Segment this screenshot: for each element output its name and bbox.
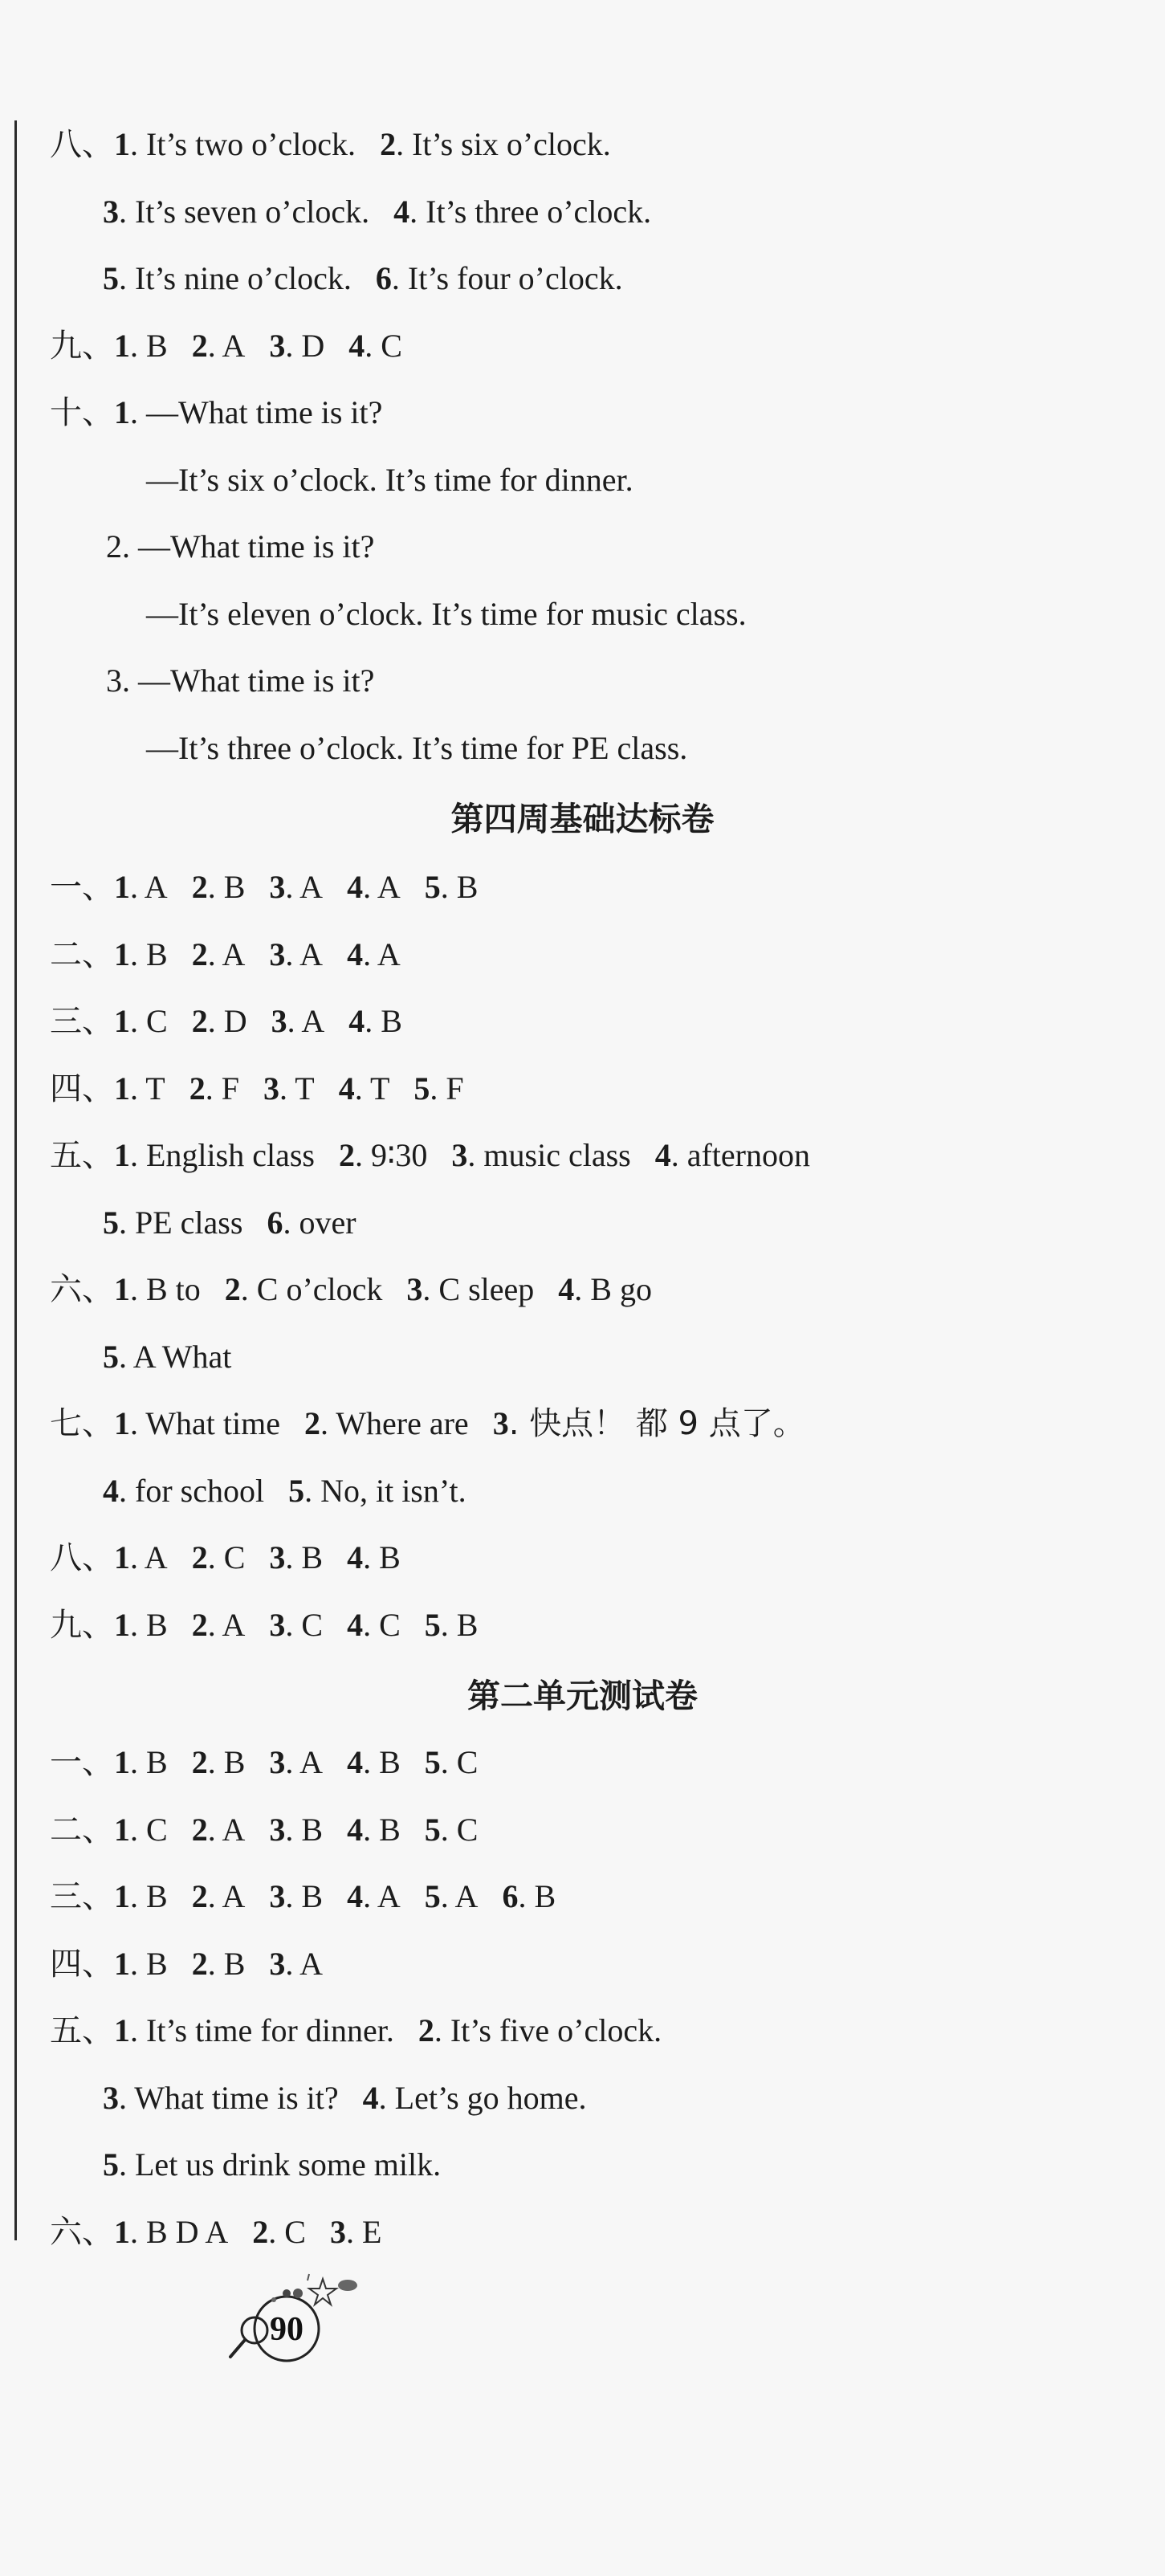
item-number: 2	[418, 2012, 434, 2048]
answer-text: —It’s three o’clock. It’s time for PE class.	[146, 729, 688, 766]
item-answer: . B	[363, 1811, 401, 1848]
item-number: 4	[348, 327, 365, 364]
answer-line	[50, 1738, 478, 1787]
answer-line	[50, 863, 478, 911]
item-answer: . Let us drink some milk.	[119, 2146, 442, 2183]
item-number: 6	[375, 260, 392, 296]
item-number: 2	[338, 1137, 355, 1173]
item-answer: . B	[207, 869, 246, 905]
item-number: 3	[271, 1003, 287, 1039]
item-number: 5	[103, 1204, 119, 1241]
item-number: 1	[114, 1811, 130, 1848]
item-answer: . B	[285, 1539, 324, 1575]
item-answer: . What time is it?	[119, 2079, 339, 2116]
answer-line	[50, 1806, 478, 1854]
item-number: 3	[451, 1137, 468, 1173]
question-number: 八、	[50, 1539, 114, 1576]
answer-line	[50, 1065, 464, 1113]
item-answer: . C o’clock	[240, 1271, 383, 1307]
item-answer: . A	[285, 1945, 324, 1982]
item-answer: . A	[130, 1539, 168, 1575]
item-answer: . —What time is it?	[130, 394, 383, 430]
item-number: 4	[347, 1606, 364, 1643]
item-answer: . A	[363, 869, 401, 905]
item-answer: . It’s six o’clock.	[396, 126, 611, 162]
question-number: 二、	[50, 1811, 114, 1848]
item-number: 3	[269, 935, 286, 972]
item-answer: . A	[207, 327, 246, 364]
item-number: 4	[654, 1137, 671, 1173]
item-answer: . B	[207, 1744, 246, 1780]
item-answer: . A	[285, 935, 324, 972]
item-answer: . A	[287, 1003, 325, 1039]
item-answer: . A	[440, 1878, 479, 1914]
item-number: 3	[269, 1945, 286, 1982]
answer-line	[103, 2141, 441, 2189]
item-number: 3	[269, 327, 286, 364]
item-answer: . B	[440, 1606, 479, 1643]
item-number: 5	[103, 260, 119, 296]
item-number: 3	[329, 2213, 346, 2250]
item-number: 5	[413, 1070, 430, 1107]
page-number-badge	[213, 2264, 357, 2369]
item-answer: . B	[130, 1606, 168, 1643]
item-number: 1	[114, 1405, 130, 1441]
item-answer: . B to	[130, 1271, 201, 1307]
item-number: 1	[114, 1878, 130, 1914]
answer-line	[50, 1873, 556, 1921]
answer-line	[50, 997, 402, 1045]
item-number: 2	[191, 1945, 208, 1982]
item-number: 3	[269, 869, 286, 905]
item-answer: . F	[205, 1070, 239, 1107]
item-number: 5	[424, 1878, 441, 1914]
question-number: 一、	[50, 869, 114, 906]
answer-text: —It’s eleven o’clock. It’s time for music class.	[146, 595, 747, 632]
answer-text: 3. —What time is it?	[106, 662, 375, 699]
item-number: 2	[224, 1271, 241, 1307]
item-number: 2	[191, 1606, 208, 1643]
item-number: 2	[380, 126, 397, 162]
item-answer: . B	[130, 1878, 168, 1914]
question-number: 六、	[50, 2213, 114, 2251]
item-answer: . 快点！ 都 9 点了。	[508, 1405, 805, 1442]
item-number: 3	[269, 1606, 286, 1643]
item-number: 4	[347, 869, 364, 905]
answer-line	[50, 2007, 662, 2055]
item-answer: . B	[518, 1878, 556, 1914]
answer-line	[50, 1601, 478, 1649]
answer-text: 2. —What time is it?	[106, 528, 375, 565]
answer-line	[50, 1266, 652, 1314]
item-answer: . A	[207, 1606, 246, 1643]
item-answer: . afternoon	[670, 1137, 810, 1173]
item-number: 4	[347, 1878, 364, 1914]
item-number: 3	[269, 1811, 286, 1848]
item-number: 1	[114, 1945, 130, 1982]
item-number: 5	[424, 1744, 441, 1780]
page-number: 90	[270, 2311, 303, 2348]
item-answer: . D	[285, 327, 325, 364]
item-answer: . B	[363, 1744, 401, 1780]
item-answer: . C	[365, 327, 402, 364]
section-title-week4: 第四周基础达标卷	[450, 800, 715, 838]
item-answer: . Where are	[320, 1405, 469, 1441]
answer-line	[50, 931, 401, 979]
item-number: 1	[114, 394, 130, 430]
item-number: 5	[424, 1606, 441, 1643]
answer-line	[50, 120, 611, 169]
question-number: 五、	[50, 1137, 114, 1174]
item-answer: . No, it isn’t.	[304, 1472, 466, 1509]
answer-line	[146, 456, 633, 504]
item-answer: . for school	[119, 1472, 265, 1509]
item-answer: . F	[430, 1070, 464, 1107]
item-answer: . C	[207, 1539, 246, 1575]
item-answer: . It’s three o’clock.	[409, 193, 652, 230]
item-number: 1	[114, 1539, 130, 1575]
item-answer: . E	[345, 2213, 382, 2250]
question-number: 九、	[50, 327, 114, 365]
item-answer: . B	[130, 1945, 168, 1982]
question-number: 三、	[50, 1003, 114, 1040]
item-number: 1	[114, 327, 130, 364]
item-number: 3	[269, 1539, 286, 1575]
item-answer: . C	[130, 1811, 168, 1848]
item-answer: . A	[363, 935, 401, 972]
item-answer: . B	[285, 1878, 324, 1914]
item-number: 2	[191, 935, 208, 972]
item-answer: . B go	[574, 1271, 652, 1307]
item-number: 4	[347, 935, 364, 972]
item-number: 5	[288, 1472, 305, 1509]
item-number: 4	[393, 193, 410, 230]
item-number: 2	[191, 1878, 208, 1914]
question-number: 四、	[50, 1945, 114, 1983]
item-number: 2	[304, 1405, 320, 1441]
item-answer: . T	[279, 1070, 315, 1107]
item-number: 1	[114, 126, 130, 162]
item-number: 2	[252, 2213, 269, 2250]
question-number: 二、	[50, 935, 114, 973]
answer-line	[50, 2208, 381, 2256]
item-number: 3	[269, 1878, 286, 1914]
item-answer: . B	[440, 869, 479, 905]
question-number: 九、	[50, 1606, 114, 1644]
item-number: 2	[191, 1003, 208, 1039]
answer-line	[103, 2074, 587, 2122]
item-answer: . A	[207, 935, 246, 972]
item-answer: . English class	[130, 1137, 315, 1173]
item-number: 2	[191, 1539, 208, 1575]
answer-line	[106, 523, 374, 571]
answer-line	[50, 1400, 805, 1448]
answer-line	[50, 1534, 401, 1582]
question-number: 四、	[50, 1070, 114, 1107]
item-number: 5	[103, 1338, 119, 1375]
item-answer: . C	[268, 2213, 306, 2250]
item-answer: . It’s five o’clock.	[434, 2012, 662, 2048]
item-number: 4	[338, 1070, 355, 1107]
item-answer: . B	[207, 1945, 246, 1982]
item-answer: . A	[285, 1744, 324, 1780]
item-answer: . T	[354, 1070, 390, 1107]
question-number: 十、	[50, 394, 114, 431]
item-number: 4	[103, 1472, 119, 1509]
item-answer: . B	[285, 1811, 324, 1848]
item-answer: . C	[285, 1606, 324, 1643]
item-number: 1	[114, 2012, 130, 2048]
item-answer: . It’s nine o’clock.	[119, 260, 352, 296]
question-number: 八、	[50, 126, 114, 163]
answer-line	[50, 322, 402, 370]
item-answer: . A	[207, 1811, 246, 1848]
item-number: 5	[103, 2146, 119, 2183]
item-answer: . C	[363, 1606, 401, 1643]
item-number: 6	[267, 1204, 283, 1241]
item-number: 4	[347, 1811, 364, 1848]
item-number: 3	[103, 2079, 119, 2116]
item-number: 6	[502, 1878, 519, 1914]
answer-line	[106, 657, 374, 705]
item-number: 4	[362, 2079, 379, 2116]
item-answer: . C	[130, 1003, 168, 1039]
item-number: 3	[492, 1405, 509, 1441]
item-answer: . over	[283, 1204, 356, 1241]
answer-line	[103, 255, 623, 303]
question-number: 五、	[50, 2012, 114, 2049]
item-number: 3	[269, 1744, 286, 1780]
item-answer: . PE class	[119, 1204, 243, 1241]
item-answer: . It’s time for dinner.	[130, 2012, 394, 2048]
item-answer: . B	[130, 935, 168, 972]
item-number: 2	[189, 1070, 206, 1107]
answer-line	[103, 1199, 356, 1247]
item-answer: . A	[207, 1878, 246, 1914]
item-number: 1	[114, 935, 130, 972]
item-number: 3	[406, 1271, 423, 1307]
item-number: 2	[191, 327, 208, 364]
question-number: 三、	[50, 1878, 114, 1915]
answer-line	[50, 1131, 810, 1180]
item-number: 4	[347, 1744, 364, 1780]
item-number: 2	[191, 1811, 208, 1848]
item-number: 1	[114, 2213, 130, 2250]
answer-line	[50, 1940, 323, 1988]
answer-line	[103, 1333, 231, 1381]
item-answer: . A What	[119, 1338, 232, 1375]
item-answer: . D	[207, 1003, 247, 1039]
item-number: 1	[114, 1606, 130, 1643]
item-answer: . B	[365, 1003, 402, 1039]
item-number: 5	[424, 869, 441, 905]
item-answer: . C	[440, 1744, 479, 1780]
answer-line	[146, 590, 747, 638]
item-number: 3	[263, 1070, 279, 1107]
item-answer: . 9∶30	[354, 1137, 428, 1173]
item-answer: . B	[363, 1539, 401, 1575]
item-number: 1	[114, 1070, 130, 1107]
item-answer: . A	[130, 869, 168, 905]
answer-line	[50, 389, 382, 437]
item-answer: . A	[285, 869, 324, 905]
item-number: 4	[558, 1271, 575, 1307]
item-number: 1	[114, 1271, 130, 1307]
item-number: 1	[114, 1744, 130, 1780]
item-answer: . B	[130, 1744, 168, 1780]
item-answer: . B D A	[130, 2213, 229, 2250]
item-answer: . It’s seven o’clock.	[119, 193, 370, 230]
item-answer: . T	[130, 1070, 165, 1107]
question-number: 七、	[50, 1405, 114, 1442]
item-number: 4	[347, 1539, 364, 1575]
answer-line	[103, 188, 651, 236]
item-number: 1	[114, 1137, 130, 1173]
question-number: 六、	[50, 1271, 114, 1308]
section-title-unit2: 第二单元测试卷	[467, 1677, 698, 1715]
answer-line	[146, 724, 687, 772]
question-number: 一、	[50, 1744, 114, 1781]
item-answer: . It’s two o’clock.	[130, 126, 356, 162]
item-number: 2	[191, 869, 208, 905]
item-answer: . Let’s go home.	[378, 2079, 587, 2116]
item-answer: . C	[440, 1811, 479, 1848]
item-number: 1	[114, 869, 130, 905]
item-number: 1	[114, 1003, 130, 1039]
item-number: 2	[191, 1744, 208, 1780]
item-number: 4	[348, 1003, 365, 1039]
item-answer: . A	[363, 1878, 401, 1914]
margin-rule	[14, 120, 17, 2240]
item-answer: . What time	[130, 1405, 280, 1441]
item-answer: . music class	[467, 1137, 631, 1173]
item-number: 3	[103, 193, 119, 230]
answer-line	[103, 1467, 466, 1515]
item-answer: . C sleep	[422, 1271, 535, 1307]
item-answer: . B	[130, 327, 168, 364]
item-number: 5	[424, 1811, 441, 1848]
answer-text: —It’s six o’clock. It’s time for dinner.	[146, 461, 633, 498]
item-answer: . It’s four o’clock.	[391, 260, 623, 296]
